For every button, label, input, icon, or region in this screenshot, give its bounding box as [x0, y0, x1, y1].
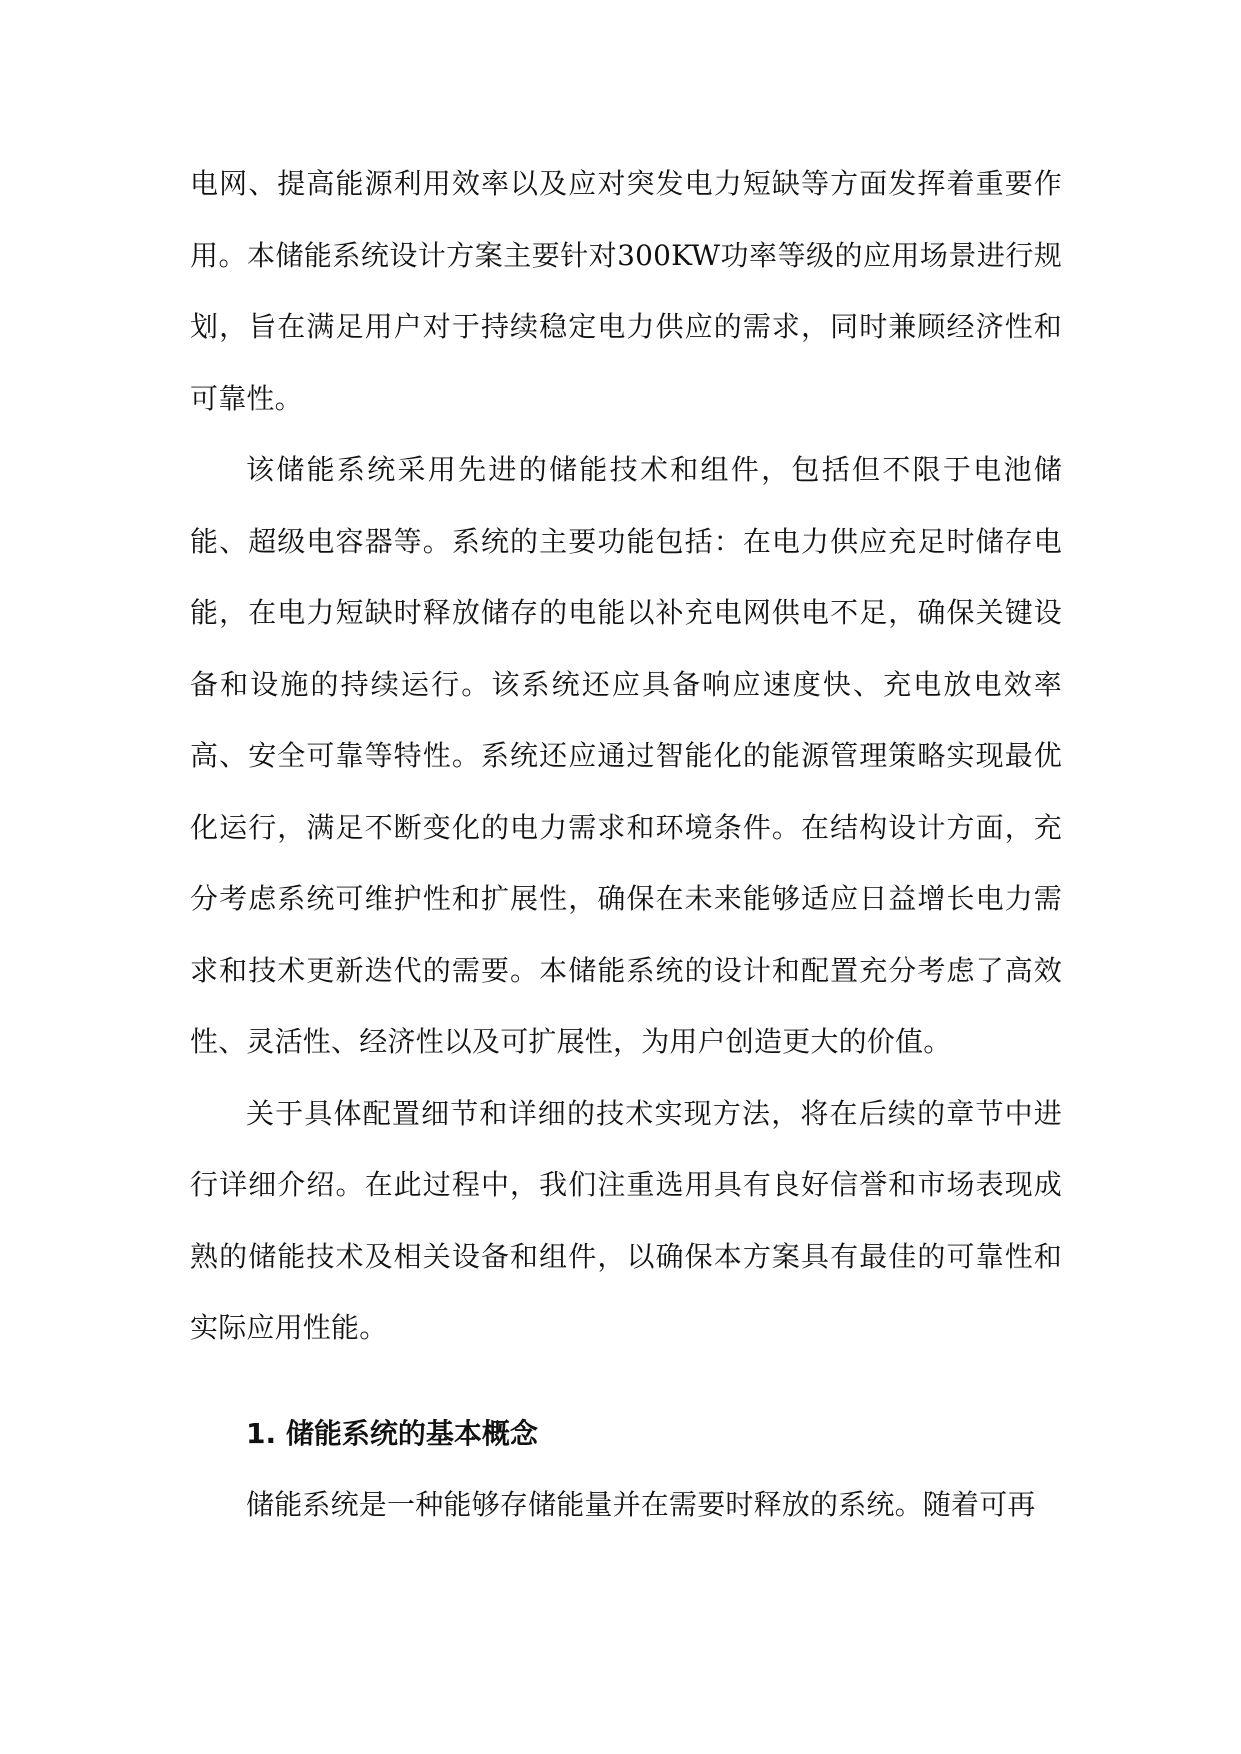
document-body: [190, 148, 1062, 1541]
paragraph-basic-concept: 储能系统是一种能够存储能量并在需要时释放的系统。随着可再: [246, 1488, 1036, 1521]
paragraph-configuration-details: 关于具体配置细节和详细的技术实现方法，将在后续的章节中进行详细介绍。在此过程中，我们注重选用具有良好信誉和市场表现成熟的储能技术及相关设备和组件，以确保本方案具有最佳的可靠性和实际应用性能。: [190, 1096, 1062, 1344]
paragraph-system-overview: 该储能系统采用先进的储能技术和组件，包括但不限于电池储能、超级电容器等。系统的主要功能包括：在电力供应充足时储存电能，在电力短缺时释放储存的电能以补充电网供电不足，确保关键设备和设施的持续运行。该系统还应具备响应速度快、充电放电效率高、安全可靠等特性。系统还应通过智能化的能源管理策略实现最优化运行，满足不断变化的电力需求和环境条件。在结构设计方面，充分考虑系统可维护性和扩展性，确保在未来能够适应日益增长电力需求和技术更新迭代的需要。本储能系统的设计和配置充分考虑了高效性、灵活性、经济性以及可扩展性，为用户创造更大的价值。: [190, 453, 1062, 1058]
section-heading: 1. 储能系统的基本概念: [246, 1416, 538, 1450]
section-spacer: [190, 1364, 1062, 1398]
paragraph-intro-continuation: 电网、提高能源利用效率以及应对突发电力短缺等方面发挥着重要作用。本储能系统设计方案主要针对300KW功率等级的应用场景进行规划，旨在满足用户对于持续稳定电力供应的需求，同时兼顾经济性和可靠性。: [190, 167, 1062, 415]
